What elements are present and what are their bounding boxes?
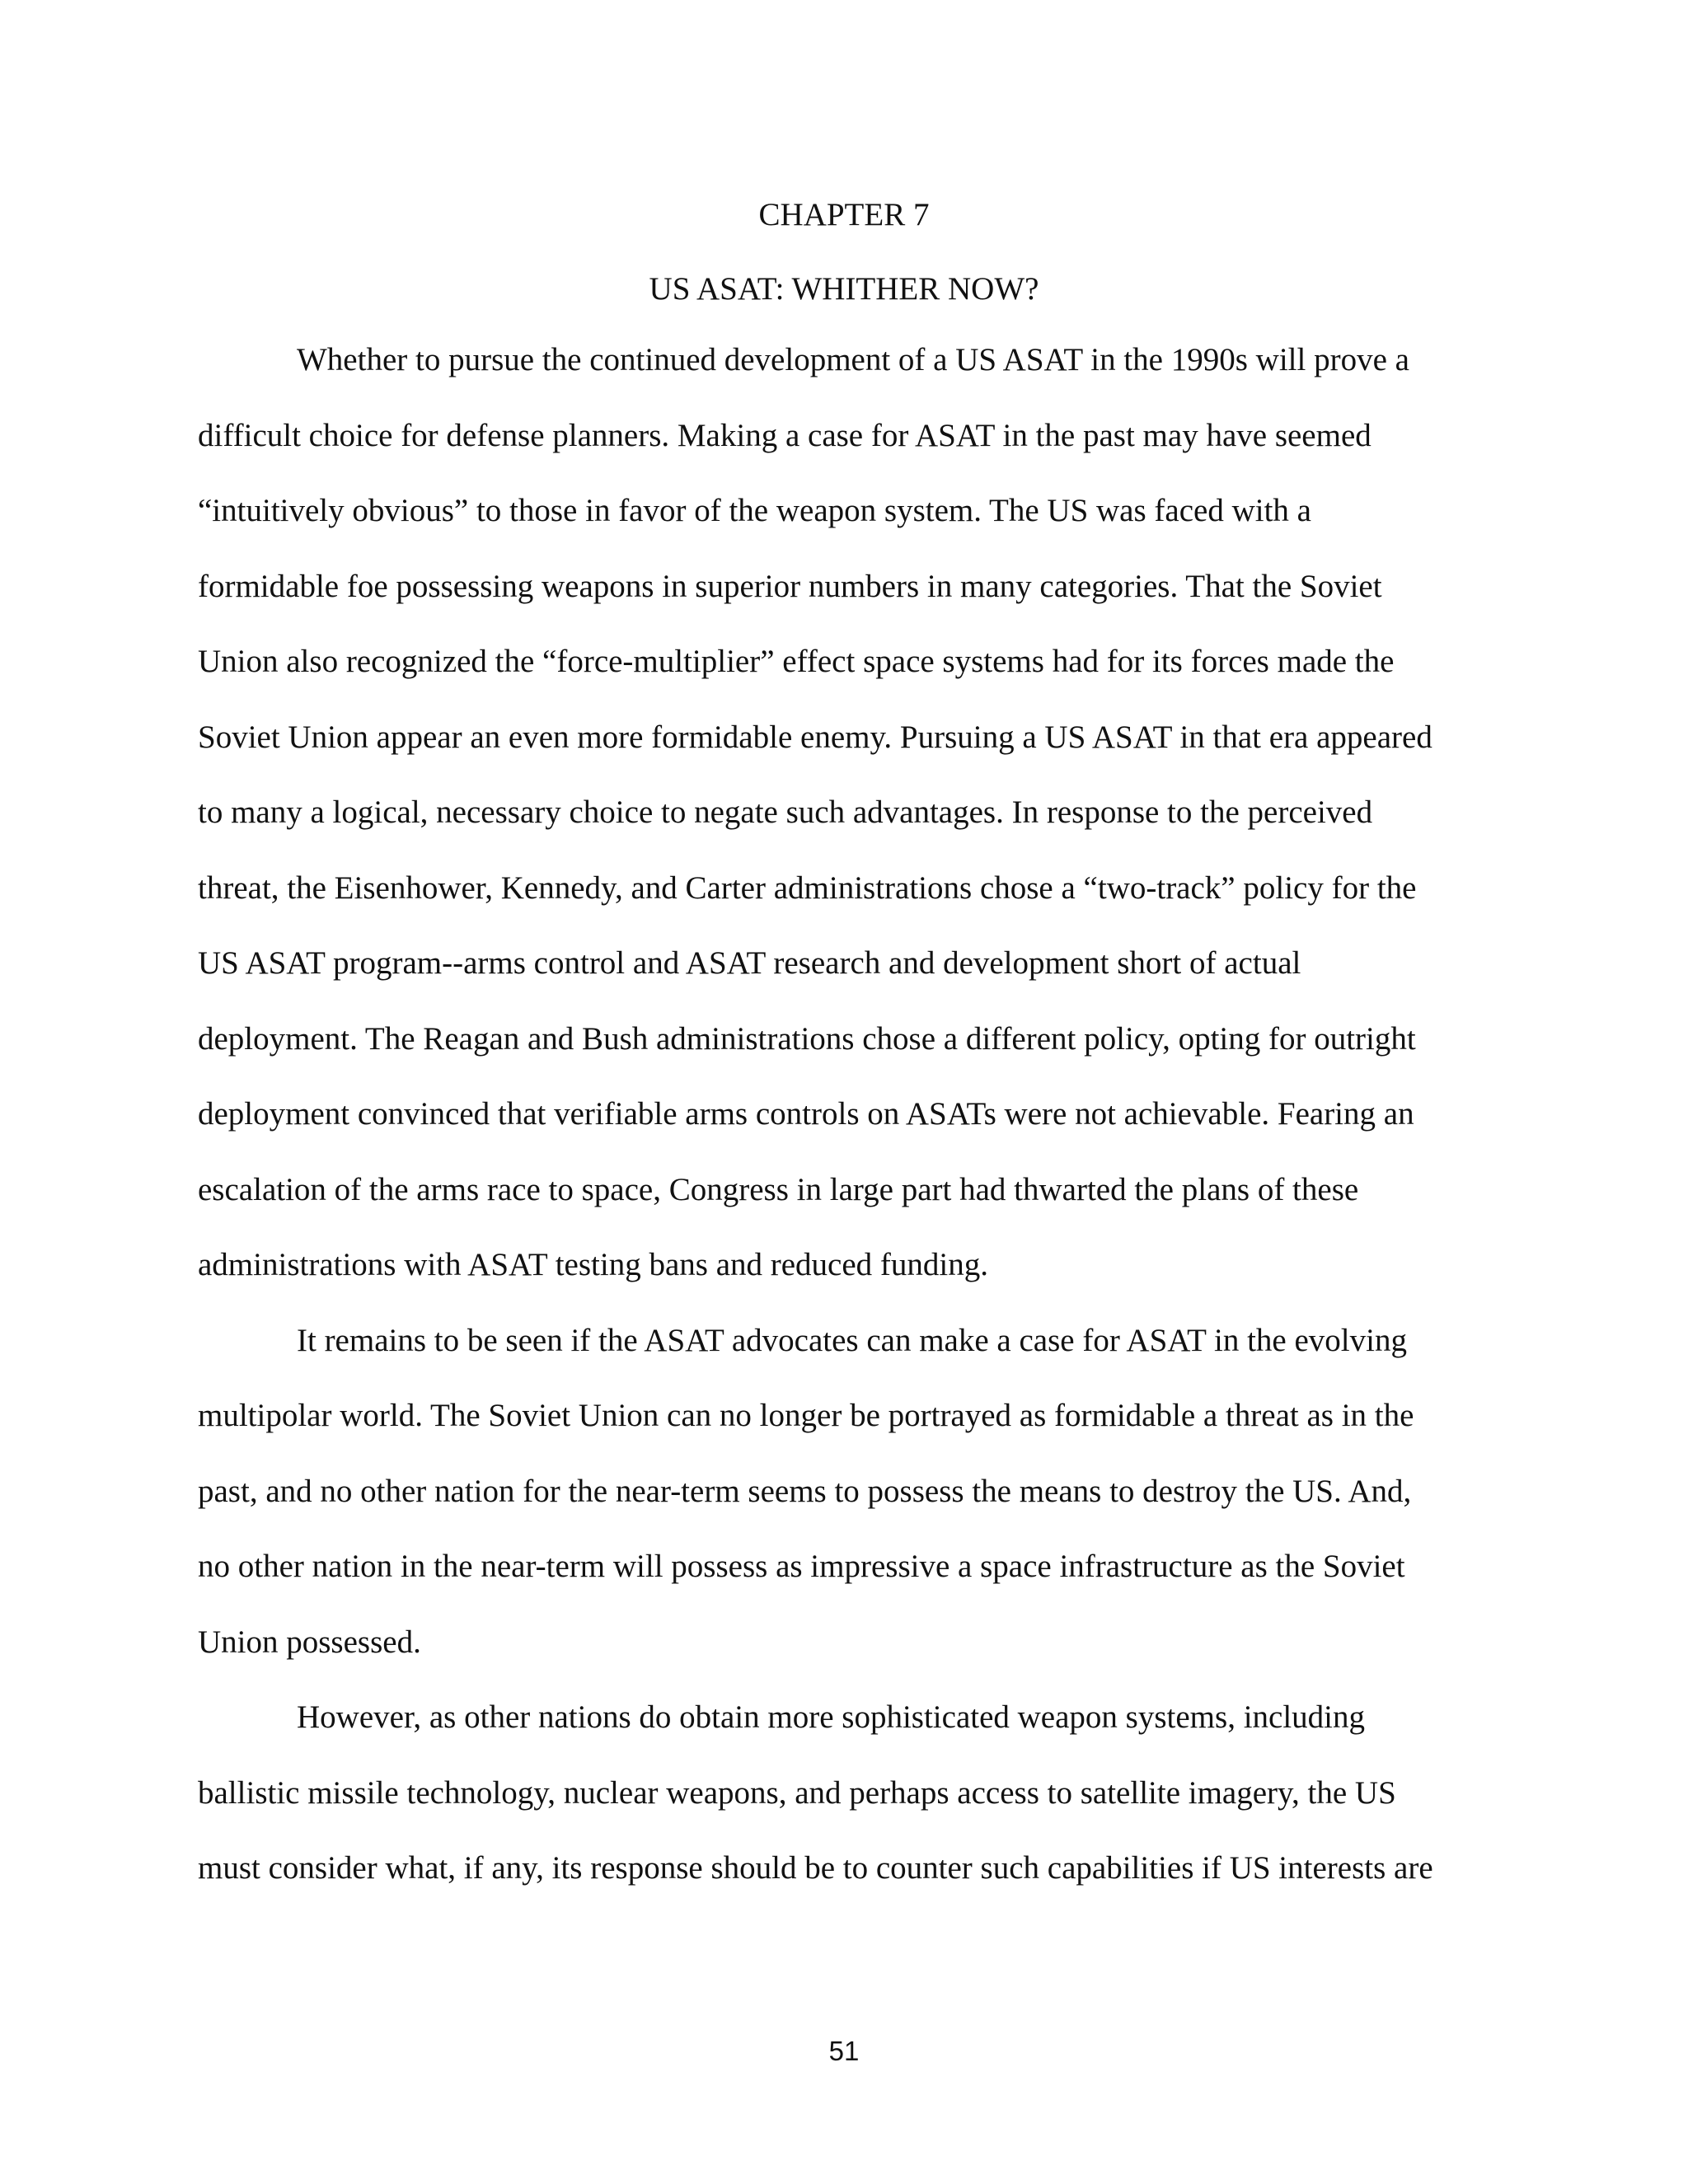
- paragraph-2-line-4: no other nation in the near-term will possess as impressive a space infrastructure as the Soviet: [198, 1549, 1405, 1584]
- chapter-number: CHAPTER 7: [758, 197, 930, 232]
- chapter-title: US ASAT: WHITHER NOW?: [649, 271, 1039, 307]
- paragraph-1-line-10: deployment. The Reagan and Bush administrations chose a different policy, opting for outright: [198, 1021, 1416, 1057]
- paragraph-1-line-6: Soviet Union appear an even more formidable enemy. Pursuing a US ASAT in that era appeared: [198, 719, 1432, 755]
- page-number: 51: [828, 2036, 860, 2066]
- paragraph-2-line-2: multipolar world. The Soviet Union can no longer be portrayed as formidable a threat as in the: [198, 1398, 1414, 1433]
- paragraph-2-line-1: It remains to be seen if the ASAT advocates can make a case for ASAT in the evolving: [297, 1323, 1407, 1358]
- paragraph-2-line-5: Union possessed.: [198, 1624, 421, 1660]
- paragraph-3-line-1: However, as other nations do obtain more sophisticated weapon systems, including: [297, 1699, 1366, 1735]
- paragraph-2-line-3: past, and no other nation for the near-term seems to possess the means to destroy the US. And,: [198, 1474, 1412, 1509]
- paragraph-1-line-8: threat, the Eisenhower, Kennedy, and Carter administrations chose a “two-track” policy for the: [198, 870, 1417, 906]
- paragraph-1-line-5: Union also recognized the “force-multiplier” effect space systems had for its forces made the: [198, 644, 1395, 679]
- paragraph-1-line-13: administrations with ASAT testing bans and reduced funding.: [198, 1247, 989, 1282]
- paragraph-1-line-3: “intuitively obvious” to those in favor of the weapon system. The US was faced with a: [198, 493, 1311, 528]
- paragraph-1-line-12: escalation of the arms race to space, Congress in large part had thwarted the plans of these: [198, 1172, 1359, 1207]
- paragraph-3-line-2: ballistic missile technology, nuclear weapons, and perhaps access to satellite imagery, the US: [198, 1775, 1396, 1811]
- paragraph-1-line-4: formidable foe possessing weapons in superior numbers in many categories. That the Soviet: [198, 569, 1382, 604]
- paragraph-1-line-9: US ASAT program--arms control and ASAT research and development short of actual: [198, 945, 1301, 981]
- paragraph-1-line-7: to many a logical, necessary choice to negate such advantages. In response to the perceived: [198, 794, 1373, 830]
- paragraph-1-line-1: Whether to pursue the continued development of a US ASAT in the 1990s will prove a: [297, 342, 1409, 377]
- paragraph-1-line-2: difficult choice for defense planners. Making a case for ASAT in the past may have seemed: [198, 418, 1372, 453]
- paragraph-1-line-11: deployment convinced that verifiable arms controls on ASATs were not achievable. Fearing an: [198, 1096, 1414, 1132]
- paragraph-3-line-3: must consider what, if any, its response should be to counter such capabilities if US interests are: [198, 1850, 1433, 1886]
